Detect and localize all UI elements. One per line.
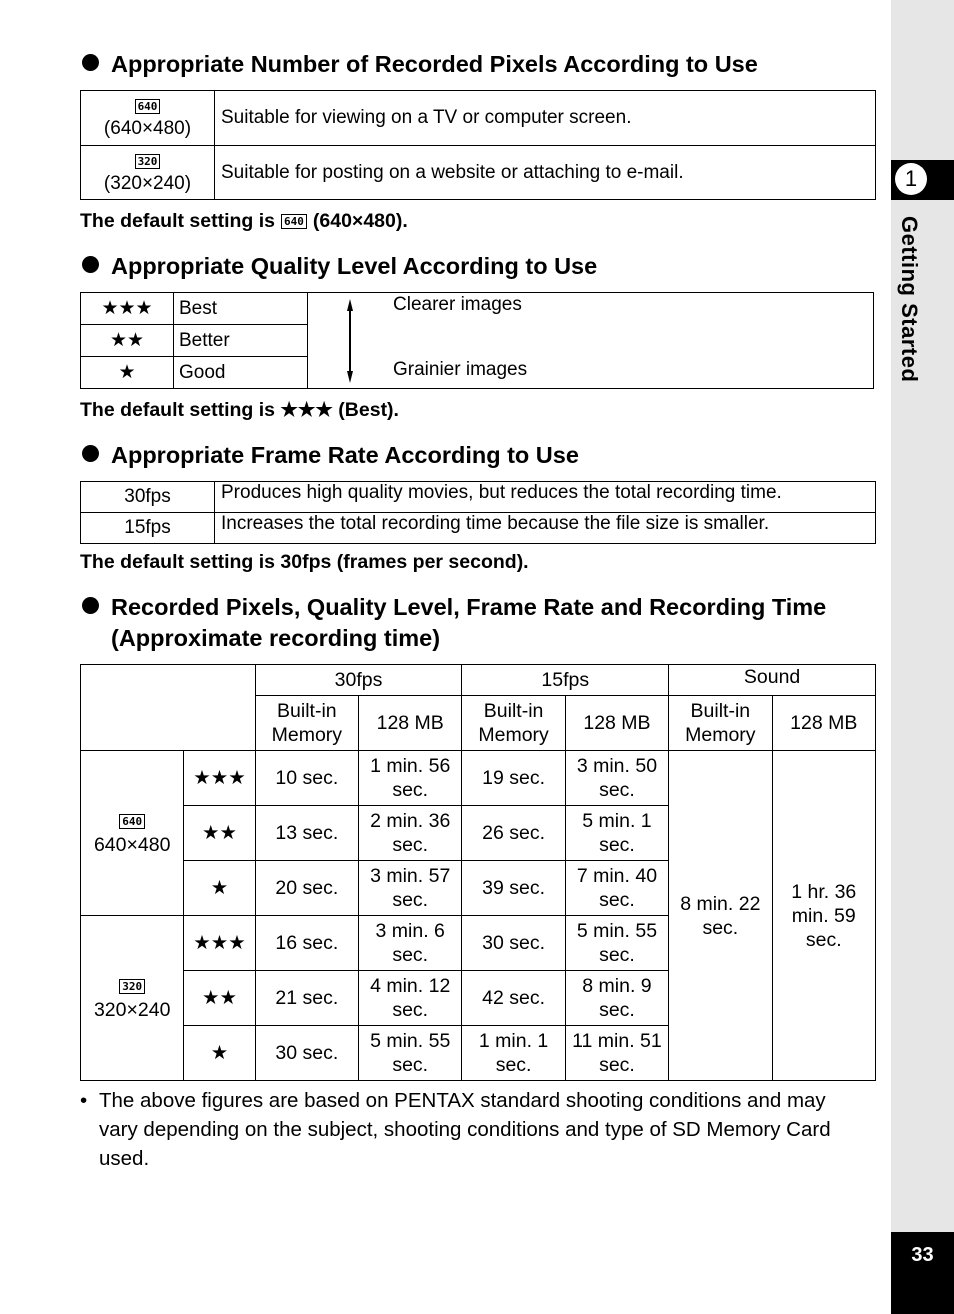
footnote-bullet: • [80,1089,88,1112]
quality-table [80,292,874,389]
group-30fps: 30fps [255,665,462,696]
resolution-320-icon: 320 [119,979,145,994]
resolution-640-icon: 640 [281,214,307,229]
group-15fps: 15fps [462,665,669,696]
table-row [81,146,876,200]
time-cell: 7 min. 40 sec. [565,861,668,916]
recording-heading-line2: (Approximate recording time) [111,625,441,651]
stars-cell: ★ [184,861,255,916]
quality-stars-cell: ★★★ [81,293,174,325]
quality-heading: Appropriate Quality Level According to Use [82,251,597,282]
resolution-640-icon: 640 [135,99,161,114]
double-arrow-icon [347,299,353,383]
recording-table [80,664,876,1081]
subheader-builtin: Built-in Memory [669,696,772,751]
quality-stars-cell: ★★ [81,325,174,357]
stars-cell: ★★ [184,806,255,861]
table-row [81,665,876,696]
section-label-320: 320 320×240 [81,916,184,1081]
subheader-128mb: 128 MB [359,696,462,751]
time-cell: 42 sec. [462,971,565,1026]
time-cell: 5 min. 55 sec. [565,916,668,971]
table-row [81,751,876,806]
quality-label-cell: Good [174,357,308,389]
resolution-640-icon: 640 [119,814,145,829]
time-cell: 3 min. 6 sec. [359,916,462,971]
time-cell: 21 sec. [255,971,358,1026]
bullet-dot-icon [82,54,99,71]
pixels-size-cell: 640 (640×480) [81,91,215,146]
time-cell: 16 sec. [255,916,358,971]
pixels-heading: Appropriate Number of Recorded Pixels According to Use [82,49,758,80]
footnote-text: The above figures are based on PENTAX standard shooting conditions and may vary depending on the subject, shooting conditions and type of SD Memory Card used. [99,1089,831,1170]
quality-top-text: Clearer images [393,294,522,315]
time-cell: 5 min. 55 sec. [359,1026,462,1081]
bullet-dot-icon [82,256,99,273]
framerate-table [80,481,876,544]
sound-builtin-cell: 8 min. 22 sec. [669,751,772,1081]
time-cell: 30 sec. [462,916,565,971]
framerate-desc-cell: Produces high quality movies, but reduces the total recording time. [215,482,876,513]
time-cell: 39 sec. [462,861,565,916]
time-cell: 20 sec. [255,861,358,916]
stars-cell: ★★★ [184,916,255,971]
corner-cell [81,665,256,751]
chapter-number: 1 [895,163,927,195]
pixels-table [80,90,876,200]
time-cell: 4 min. 12 sec. [359,971,462,1026]
quality-stars-cell: ★ [81,357,174,389]
bullet-dot-icon [82,445,99,462]
table-row [81,293,874,325]
time-cell: 2 min. 36 sec. [359,806,462,861]
time-cell: 10 sec. [255,751,358,806]
time-cell: 19 sec. [462,751,565,806]
page-number: 33 [891,1232,954,1314]
subheader-128mb: 128 MB [772,696,875,751]
subheader-128mb: 128 MB [565,696,668,751]
time-cell: 13 sec. [255,806,358,861]
framerate-default-note: The default setting is 30fps (frames per second). [80,551,529,573]
framerate-desc-cell: Increases the total recording time because the file size is smaller. [215,513,876,544]
framerate-rate-cell: 30fps [81,482,215,513]
quality-label-cell: Best [174,293,308,325]
pixels-default-note: The default setting is 640 (640×480). [80,210,408,232]
pixels-desc-cell: Suitable for posting on a website or attaching to e-mail. [215,146,876,200]
time-cell: 5 min. 1 sec. [565,806,668,861]
stars-cell: ★★ [184,971,255,1026]
resolution-320-icon: 320 [135,154,161,169]
table-row [81,482,876,513]
time-cell: 26 sec. [462,806,565,861]
time-cell: 11 min. 51 sec. [565,1026,668,1081]
bullet-dot-icon [82,597,99,614]
time-cell: 8 min. 9 sec. [565,971,668,1026]
stars-cell: ★ [184,1026,255,1081]
group-sound: Sound [669,665,876,696]
quality-default-note: The default setting is ★★★ (Best). [80,399,399,421]
table-row [81,91,876,146]
section-label-640: 640 640×480 [81,751,184,916]
framerate-rate-cell: 15fps [81,513,215,544]
stars-cell: ★★★ [184,751,255,806]
chapter-title: Getting Started [897,216,922,383]
footnote [80,1086,870,1173]
table-row [81,513,876,544]
pixels-desc-cell: Suitable for viewing on a TV or computer screen. [215,91,876,146]
time-cell: 1 min. 56 sec. [359,751,462,806]
subheader-builtin: Built-in Memory [462,696,565,751]
framerate-heading: Appropriate Frame Rate According to Use [82,440,579,471]
time-cell: 30 sec. [255,1026,358,1081]
time-cell: 1 min. 1 sec. [462,1026,565,1081]
sound-128mb-cell: 1 hr. 36 min. 59 sec. [772,751,875,1081]
time-cell: 3 min. 50 sec. [565,751,668,806]
quality-scale-cell [308,293,874,389]
pixels-size-cell: 320 (320×240) [81,146,215,200]
quality-bottom-text: Grainier images [393,359,528,380]
time-cell: 3 min. 57 sec. [359,861,462,916]
quality-label-cell: Better [174,325,308,357]
recording-heading: Recorded Pixels, Quality Level, Frame Rate and Recording Time [82,592,826,623]
subheader-builtin: Built-in Memory [255,696,358,751]
